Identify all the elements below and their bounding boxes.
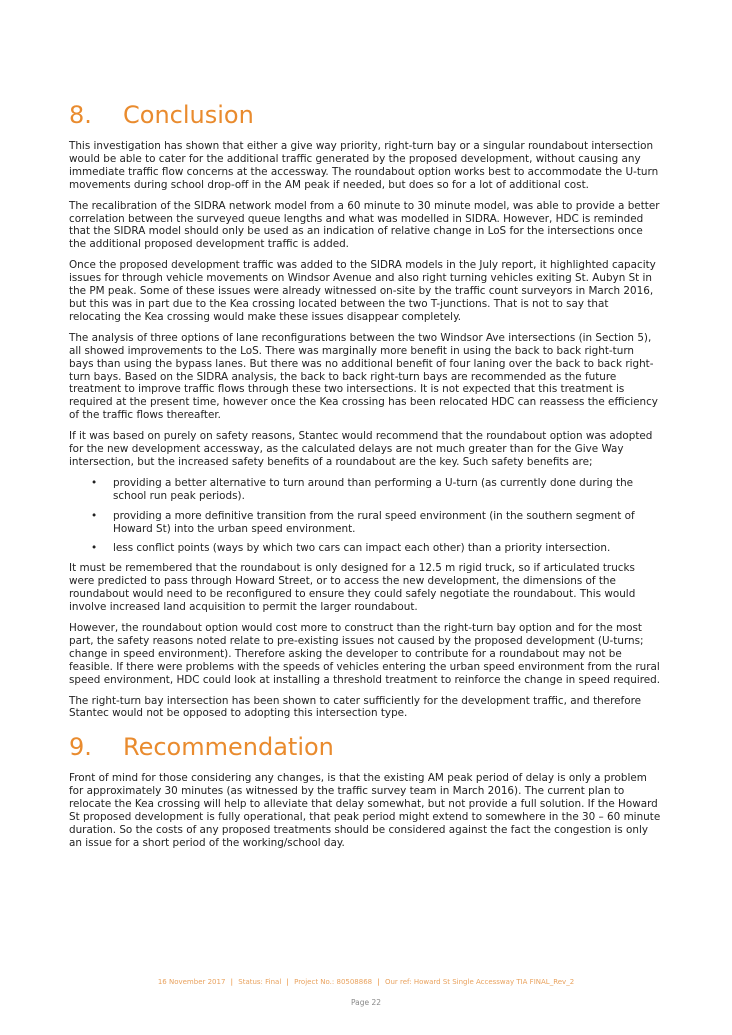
section-9-title: Recommendation	[123, 733, 334, 762]
list-item: • providing a more definitive transition from the rural speed environment (in the southern segment of Howard St) into the urban speed environment.	[113, 510, 661, 536]
list-item: • providing a better alternative to turn around than performing a U-turn (as currently done during the school run peak periods).	[113, 477, 661, 503]
paragraph: If it was based on purely on safety reasons, Stantec would recommend that the roundabout option was adopted for the new development accessway, as the calculated delays are not much greater than for the Give Way intersection, but the increased safety benefits of a roundabout are the key. Such safety benefits are;	[69, 430, 653, 468]
footer-separator: |	[286, 978, 289, 986]
section-9-number: 9.	[69, 733, 92, 762]
footer-separator: |	[230, 978, 234, 986]
paragraph: It must be remembered that the roundabout is only designed for a 12.5 m rigid truck, so if articulated trucks were predicted to pass through Howard Street, or to access the new development, the dimensions of the roundabout would need to be reconfigured to ensure they could safely negotiate the roundabout. This would involve increased land acquisition to permit the larger roundabout.	[69, 562, 636, 614]
footer-status: Status: Final	[238, 978, 282, 986]
paragraph: The recalibration of the SIDRA network model from a 60 minute to 30 minute model, was able to provide a better correlation between the surveyed queue lengths and what was modelled in SIDRA. However, HDC is reminded that the SIDRA model should only be used as an indication of relative change in LoS for the intersections once the additional proposed development traffic is added.	[69, 199, 660, 251]
footer-date: 16 November 2017	[157, 978, 226, 986]
footer-project: Project No.: 80508868	[294, 978, 373, 986]
paragraph: Front of mind for those considering any changes, is that the existing AM peak period of delay is only a problem for approximately 30 minutes (as witnessed by the traffic survey team in March 2016). The current plan to relocate the Kea crossing will help to alleviate that delay somewhat, but not provide a full solution. If the Howard St proposed development is fully operational, that peak period might extend to somewhere in the 30 – 60 minute duration. So the costs of any proposed treatments should be considered against the fact the congestion is only an issue for a short period of the working/school day.	[69, 772, 661, 849]
footer-separator: |	[377, 978, 380, 986]
safety-benefits-list	[69, 477, 661, 556]
paragraph: Once the proposed development traffic was added to the SIDRA models in the July report, it highlighted capacity issues for through vehicle movements on Windsor Avenue and also right turning vehicles exiting St. Aubyn St in the PM peak. Some of these issues were already witnessed on-site by the traffic count surveyors in March 2016, but this was in part due to the Kea crossing located between the two T-junctions. That is not to say that relocating the Kea crossing would make these issues disappear completely.	[69, 259, 656, 323]
section-9-heading	[69, 732, 661, 762]
paragraph: However, the roundabout option would cost more to construct than the right-turn bay option and for the most part, the safety reasons noted relate to pre-existing issues not caused by the proposed development (U-turns; change in speed environment). Therefore asking the developer to contribute for a roundabout may not be feasible. If there were problems with the speeds of vehicles entering the urban speed environment from the rural speed environment, HDC could look at installing a threshold treatment to reinforce the change in speed required.	[69, 622, 661, 686]
document-body	[69, 100, 661, 858]
section-8-title: Conclusion	[123, 101, 254, 129]
section-8-number: 8.	[69, 101, 92, 129]
paragraph: The analysis of three options of lane reconfigurations between the two Windsor Ave intersections (in Section 5), all showed improvements to the LoS. There was marginally more benefit in using the back to back right-turn bays than using the bypass lanes. But there was no additional benefit of four laning over the back to back right-turn bays. Based on the SIDRA analysis, the back to back right-turn bays are recommended as the future treatment to improve traffic flows through these two intersections. It is not expected that this treatment is required at the present time, however once the Kea crossing has been relocated HDC can reassess the efficiency of the traffic flows thereafter.	[69, 331, 658, 422]
list-item: • less conflict points (ways by which two cars can impact each other) than a priority intersection.	[113, 542, 661, 555]
section-8-heading	[69, 100, 661, 130]
paragraph: This investigation has shown that either a give way priority, right-turn bay or a singular roundabout intersection would be able to cater for the additional traffic generated by the proposed development, without causing any immediate traffic flow concerns at the accessway. The roundabout option works best to accommodate the U-turn movements during school drop-off in the AM peak if needed, but does so for a lot of additional cost.	[69, 140, 659, 191]
paragraph: The right-turn bay intersection has been shown to cater sufficiently for the development traffic, and therefore Stantec would not be opposed to adopting this intersection type.	[69, 694, 642, 720]
footer-ref: Our ref: Howard St Single Accessway TIA FINAL_Rev_2	[384, 978, 575, 986]
page-footer	[0, 978, 732, 986]
page-number: Page 22	[350, 998, 382, 1007]
